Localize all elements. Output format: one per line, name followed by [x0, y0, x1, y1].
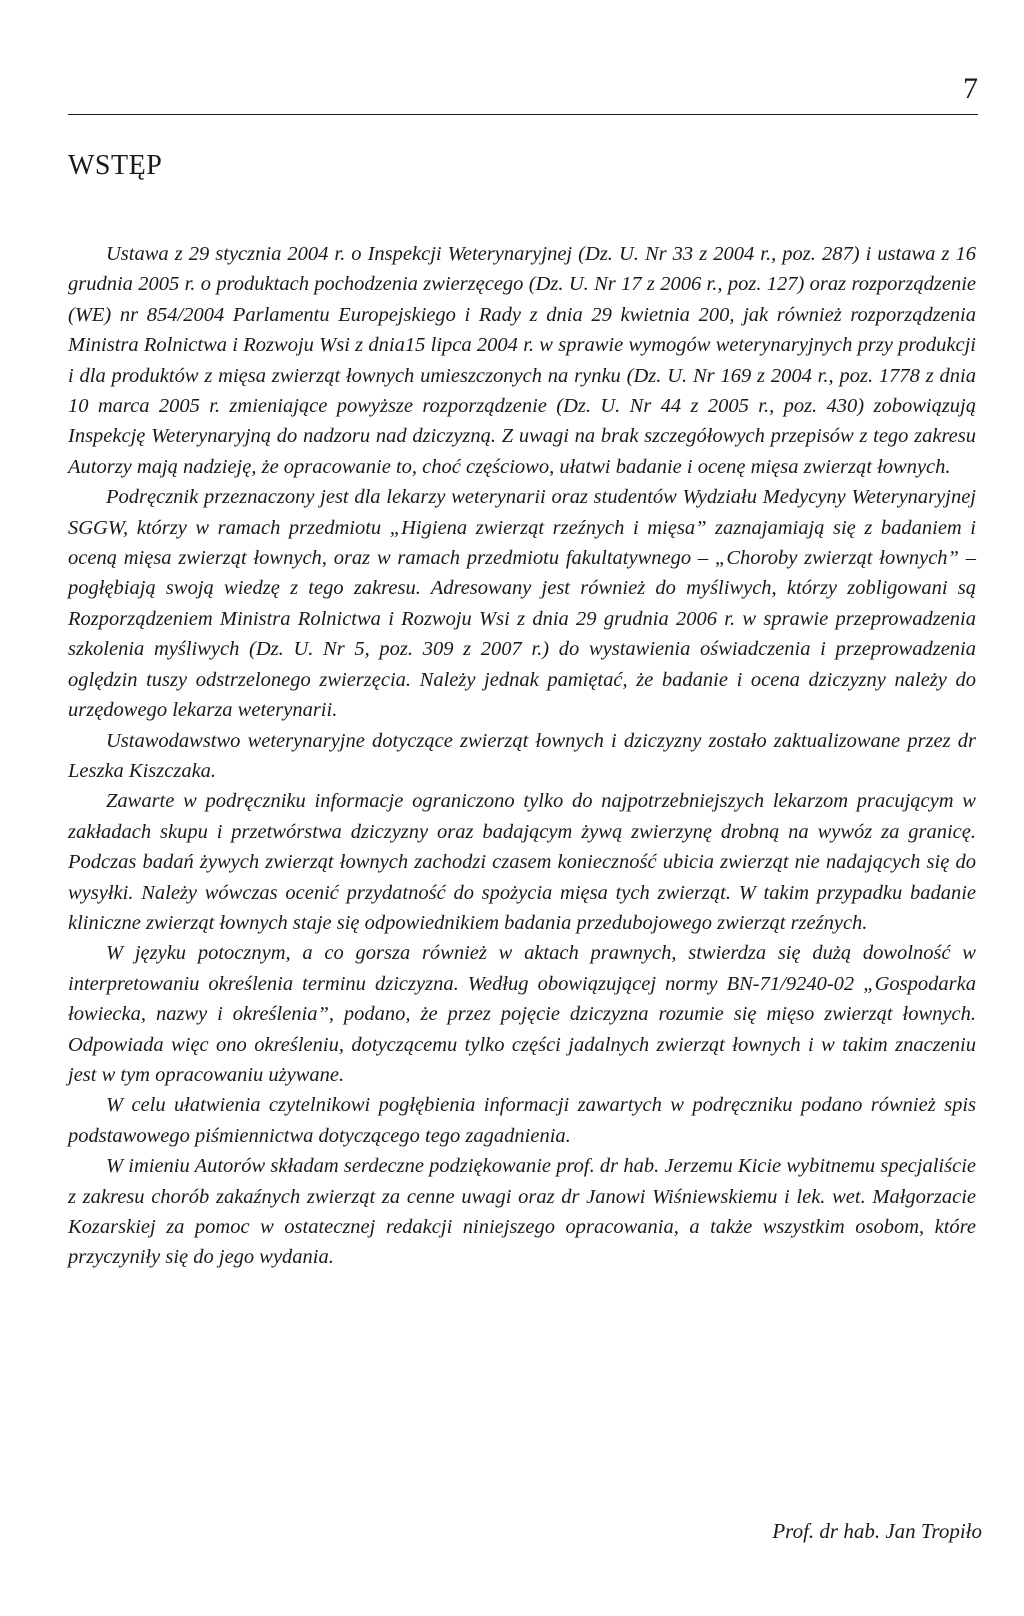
header-rule [68, 114, 978, 115]
section-heading: WSTĘP [68, 150, 163, 181]
paragraph-scope: Zawarte w podręczniku informacje ograniczono tylko do najpotrzebniejszych lekarzom pracującym w zakładach skupu i przetwórstwa dziczyzny oraz badającym żywą zwierzynę drobną na wywóz za granicę. Podczas badań żywych zwierząt łownych zachodzi czasem konieczność ubicia zwierząt nie nadających się do wysyłki. Należy wówczas ocenić przydatność do spożycia mięsa tych zwierząt. W takim przypadku badanie kliniczne zwierząt łownych staje się odpowiednikiem badania przedubojowego zwierząt rzeźnych. [68, 790, 976, 934]
paragraph-legislation-update: Ustawodawstwo weterynaryjne dotyczące zwierząt łownych i dziczyzny zostało zaktualizowane przez dr Leszka Kiszczaka. [68, 729, 976, 782]
paragraph-legal-basis: Ustawa z 29 stycznia 2004 r. o Inspekcji Weterynaryjnej (Dz. U. Nr 33 z 2004 r., poz. 287) i ustawa z 16 grudnia 2005 r. o produktach pochodzenia zwierzęcego (Dz. U. Nr 17 z 2006 r., poz. 127) oraz rozporządzenie (WE) nr 854/2004 Parlamentu Europejskiego i Rady z dnia 29 kwietnia 200, jak również rozporządzenia Ministra Rolnictwa i Rozwoju Wsi z dnia15 lipca 2004 r. w sprawie wymogów weterynaryjnych przy produkcji i dla produktów z mięsa zwierząt łownych umieszczonych na rynku (Dz. U. Nr 169 z 2004 r., poz. 1778 z dnia 10 marca 2005 r. zmieniające powyższe rozporządzenie (Dz. U. Nr 44 z 2005 r., poz. 430) zobowiązują Inspekcję Weterynaryjną do nadzoru nad dziczyzną. Z uwagi na brak szczegółowych przepisów z tego zakresu Autorzy mają nadzieję, że opracowanie to, choć częściowo, ułatwi badanie i ocenę mięsa zwierząt łownych. [68, 243, 976, 478]
paragraph-audience: Podręcznik przeznaczony jest dla lekarzy weterynarii oraz studentów Wydziału Medycyny Weterynaryjnej SGGW, którzy w ramach przedmiotu „Higiena zwierząt rzeźnych i mięsa” zaznajamiają się z badaniem i oceną mięsa zwierząt łownych, oraz w ramach przedmiotu fakultatywnego – „Choroby zwierząt łownych” – pogłębiają swoją wiedzę z tego zakresu. Adresowany jest również do myśliwych, którzy zobligowani są Rozporządzeniem Ministra Rolnictwa i Rozwoju Wsi z dnia 29 grudnia 2006 r. w sprawie przeprowadzenia szkolenia myśliwych (Dz. U. Nr 5, poz. 309 z 2007 r.) do wystawienia oświadczenia i przeprowadzenia oględzin tuszy odstrzelonego zwierzęcia. Należy jednak pamiętać, że badanie i ocena dziczyzny należy do urzędowego lekarza weterynarii. [68, 486, 976, 722]
author-signature: Prof. dr hab. Jan Tropiło [772, 1519, 982, 1543]
page-number: 7 [963, 72, 978, 105]
paragraph-bibliography: W celu ułatwienia czytelnikowi pogłębienia informacji zawartych w podręczniku podano również spis podstawowego piśmiennictwa dotyczącego tego zagadnienia. [68, 1094, 976, 1147]
paragraph-acknowledgements: W imieniu Autorów składam serdeczne podziękowanie prof. dr hab. Jerzemu Kicie wybitnemu specjaliście z zakresu chorób zakaźnych zwierząt za cenne uwagi oraz dr Janowi Wiśniewskiemu i lek. wet. Małgorzacie Kozarskiej za pomoc w ostatecznej redakcji niniejszego opracowania, a także wszystkim osobom, które przyczyniły się do jego wydania. [68, 1155, 976, 1269]
body-text [68, 239, 976, 1273]
paragraph-terminology: W języku potocznym, a co gorsza również w aktach prawnych, stwierdza się dużą dowolność w interpretowaniu określenia terminu dziczyzna. Według obowiązującej normy BN-71/9240-02 „Gospodarka łowiecka, nazwy i określenia”, podano, że przez pojęcie dziczyzna rozumie się mięso zwierząt łownych. Odpowiada więc ono określeniu, dotyczącemu tylko części jadalnych zwierząt łownych i w takim znaczeniu jest w tym opracowaniu używane. [68, 942, 976, 1086]
